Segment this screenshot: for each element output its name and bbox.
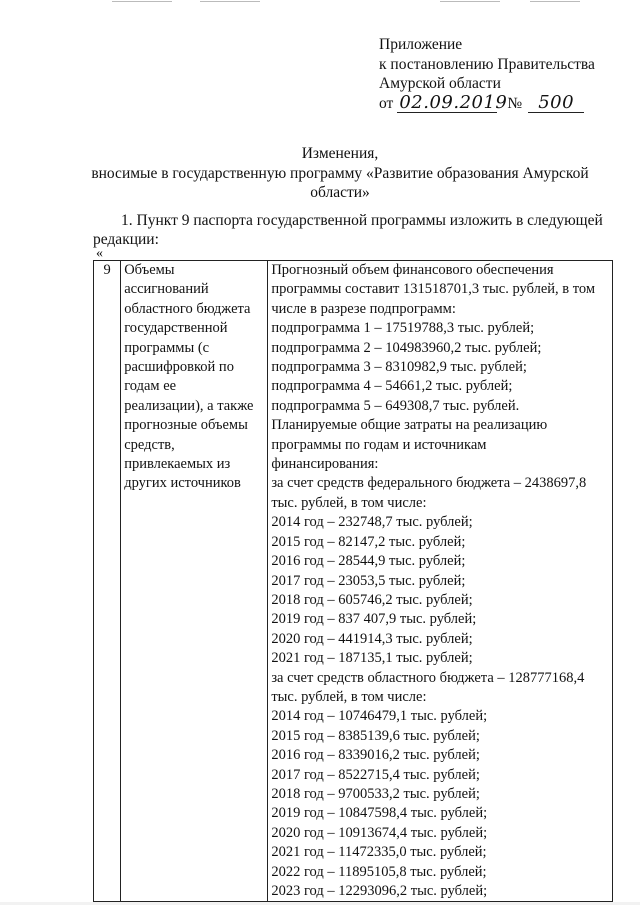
table-row — [94, 261, 613, 902]
content-line: подпрограмма 4 – 54661,2 тыс. рублей; — [271, 378, 513, 395]
row-content-cell — [268, 261, 613, 902]
name-line: расшифровкой по — [124, 359, 234, 376]
content-line: Планируемые общие затраты на реализацию — [271, 417, 548, 434]
name-line: областного бюджета — [124, 300, 251, 317]
content-line: Прогнозный объем финансового обеспечения — [271, 262, 554, 278]
appendix-resolution-line: к постановлению Правительства — [379, 55, 595, 73]
content-line: 2015 год – 82147,2 тыс. рублей; — [271, 533, 466, 550]
content-line: подпрограмма 3 – 8310982,9 тыс. рублей; — [271, 359, 527, 376]
content-line: тыс. рублей, в том числе: — [271, 494, 427, 511]
open-quote: « — [96, 246, 103, 261]
heading-line-3: области» — [310, 184, 370, 201]
content-line: финансирования: — [271, 456, 379, 473]
content-line: 2017 год – 8522715,4 тыс. рублей; — [271, 766, 480, 783]
content-line: 2021 год – 187135,1 тыс. рублей; — [271, 650, 473, 667]
name-line: программы (с — [124, 339, 210, 356]
content-line: за счет средств областного бюджета – 128777168,4 — [271, 669, 585, 686]
heading-title: Изменения, — [301, 145, 379, 162]
name-line: привлекаемых из — [124, 456, 231, 473]
content-line: 2023 год – 12293096,2 тыс. рублей; — [271, 883, 488, 899]
name-line: ассигнований — [124, 281, 209, 298]
handwritten-number: 500 — [528, 94, 584, 113]
name-line: государственной — [124, 320, 228, 337]
content-line: тыс. рублей, в том числе: — [271, 688, 427, 705]
content-line: 2015 год – 8385139,6 тыс. рублей; — [271, 727, 480, 744]
number-sign: № — [507, 94, 523, 112]
scan-top-marks — [0, 0, 640, 14]
from-label: от — [379, 94, 394, 112]
name-line: реализации), а также — [124, 397, 254, 414]
content-line: 2014 год – 232748,7 тыс. рублей; — [271, 514, 473, 531]
content-line: подпрограмма 5 – 649308,7 тыс. рублей. — [271, 397, 520, 414]
content-line: 2014 год – 10746479,1 тыс. рублей; — [271, 708, 488, 725]
content-line: 2019 год – 10847598,4 тыс. рублей; — [271, 805, 488, 822]
content-line: программы составит 131518701,3 тыс. рублей, в том — [271, 281, 596, 298]
paragraph-line-1: 1. Пункт 9 паспорта государственной программы изложить в следующей — [121, 212, 603, 229]
name-line: годам ее — [124, 378, 177, 395]
name-line: прогнозные объемы — [124, 417, 248, 434]
row-name-cell — [121, 261, 268, 902]
content-line: 2017 год – 23053,5 тыс. рублей; — [271, 572, 466, 589]
content-line: 2016 год – 28544,9 тыс. рублей; — [271, 553, 466, 570]
content-line: 2020 год – 441914,3 тыс. рублей; — [271, 630, 473, 647]
content-line: 2018 год – 605746,2 тыс. рублей; — [271, 591, 473, 608]
appendix-date-number-row — [379, 94, 595, 114]
content-line: за счет средств федерального бюджета – 2438697,8 — [271, 475, 587, 492]
row-number-cell: 9 — [94, 261, 121, 902]
content-line: программы по годам и источникам — [271, 436, 487, 453]
document-heading — [80, 144, 600, 203]
handwritten-date: 02.09.2019 — [399, 92, 508, 113]
name-line: средств, — [124, 436, 175, 453]
content-line: 2018 год – 9700533,2 тыс. рублей; — [271, 785, 480, 802]
name-line: других источников — [124, 475, 241, 492]
appendix-title: Приложение — [379, 36, 463, 53]
name-line: Объемы — [124, 262, 175, 278]
content-line: 2019 год – 837 407,9 тыс. рублей; — [271, 611, 477, 628]
content-line: 2016 год – 8339016,2 тыс. рублей; — [271, 747, 480, 764]
content-line: 2021 год – 11472335,0 тыс. рублей; — [271, 844, 487, 861]
content-line: числе в разрезе подпрограмм: — [271, 300, 456, 317]
content-line: 2022 год – 11895105,8 тыс. рублей; — [271, 863, 487, 880]
content-line: подпрограмма 2 – 104983960,2 тыс. рублей; — [271, 339, 542, 356]
content-line: подпрограмма 1 – 17519788,3 тыс. рублей; — [271, 320, 535, 337]
paragraph-line-2: редакции: — [93, 231, 159, 248]
passport-table — [93, 260, 613, 902]
content-line: 2020 год – 10913674,4 тыс. рублей; — [271, 824, 488, 841]
appendix-block — [379, 35, 595, 113]
heading-line-2: вносимые в государственную программу «Развитие образования Амурской — [91, 164, 589, 182]
appendix-region-line: Амурской области — [379, 75, 501, 92]
